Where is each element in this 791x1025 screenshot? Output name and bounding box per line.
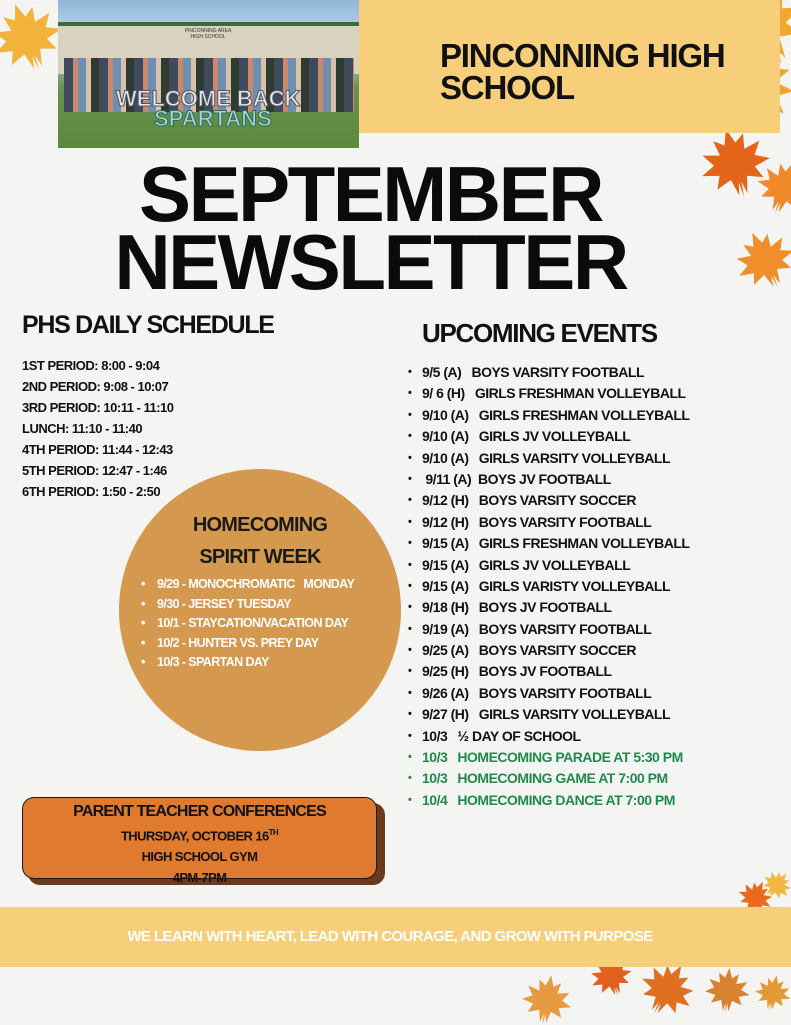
maple-leaf-icon — [0, 2, 62, 72]
spirit-day-item: • 10/3 - SPARTAN DAY — [141, 653, 354, 673]
event-item: • 9/ 6 (H) GIRLS FRESHMAN VOLLEYBALL — [408, 383, 689, 404]
event-item: • 9/18 (H) BOYS JV FOOTBALL — [408, 597, 689, 618]
event-item: • 9/15 (A) GIRLS JV VOLLEYBALL — [408, 555, 689, 576]
schedule-item: 5TH PERIOD: 12:47 - 1:46 — [22, 463, 167, 478]
welcome-back-photo — [58, 0, 359, 148]
event-item: • 9/15 (A) GIRLS VARISTY VOLLEYBALL — [408, 576, 689, 597]
school-name: PINCONNING HIGH SCHOOL — [440, 37, 725, 106]
spirit-day-item: • 9/30 - JERSEY TUESDAY — [141, 595, 354, 615]
event-item: • 9/26 (A) BOYS VARSITY FOOTBALL — [408, 683, 689, 704]
event-item: • 10/3 HOMECOMING PARADE AT 5:30 PM — [408, 747, 689, 768]
maple-leaf-icon — [762, 870, 791, 900]
maple-leaf-icon — [755, 975, 791, 1011]
spartans-sign: SPARTANS — [154, 106, 272, 131]
maple-leaf-icon — [705, 968, 750, 1013]
schedule-item: 4TH PERIOD: 11:44 - 12:43 — [22, 442, 173, 457]
event-item: • 9/19 (A) BOYS VARSITY FOOTBALL — [408, 619, 689, 640]
title-line-2: NEWSLETTER — [114, 218, 627, 306]
events-heading: UPCOMING EVENTS — [422, 318, 657, 348]
event-item: • 9/12 (H) BOYS VARSITY SOCCER — [408, 490, 689, 511]
maple-leaf-icon — [522, 975, 572, 1025]
conferences-location: HIGH SCHOOL GYM — [141, 849, 258, 865]
event-item: • 9/5 (A) BOYS VARSITY FOOTBALL — [408, 362, 689, 383]
event-item: • 9/27 (H) GIRLS VARSITY VOLLEYBALL — [408, 704, 689, 725]
events-list — [408, 362, 689, 811]
event-item: • 9/10 (A) GIRLS FRESHMAN VOLLEYBALL — [408, 405, 689, 426]
event-item: • 9/15 (A) GIRLS FRESHMAN VOLLEYBALL — [408, 533, 689, 554]
spirit-day-item: • 10/1 - STAYCATION/VACATION DAY — [141, 614, 354, 634]
conferences-time: 4PM-7PM — [172, 870, 227, 886]
title-line-1: SEPTEMBER — [139, 150, 602, 238]
spirit-day-item: • 10/2 - HUNTER VS. PREY DAY — [141, 634, 354, 654]
schedule-item: 3RD PERIOD: 10:11 - 11:10 — [22, 400, 174, 415]
newsletter-title — [0, 150, 766, 306]
schedule-item: LUNCH: 11:10 - 11:40 — [22, 421, 143, 436]
schedule-item: 1ST PERIOD: 8:00 - 9:04 — [22, 358, 160, 373]
conferences-date-text: THURSDAY, OCTOBER 16 — [120, 828, 269, 844]
event-item: • 9/11 (A) BOYS JV FOOTBALL — [408, 469, 689, 490]
event-item: • 9/12 (H) BOYS VARSITY FOOTBALL — [408, 512, 689, 533]
building-sign: PINCONNING AREA HIGH SCHOOL — [184, 28, 232, 40]
event-item: • 9/25 (A) BOYS VARSITY SOCCER — [408, 640, 689, 661]
event-item: • 10/3 HOMECOMING GAME AT 7:00 PM — [408, 768, 689, 789]
school-motto: WE LEARN WITH HEART, LEAD WITH COURAGE, AND GROW WITH PURPOSE — [127, 928, 653, 945]
event-item: • 10/4 HOMECOMING DANCE AT 7:00 PM — [408, 790, 689, 811]
homecoming-spirit-week-circle — [119, 469, 401, 751]
parent-teacher-conferences-box — [22, 797, 377, 886]
conferences-date-suffix: TH — [268, 828, 279, 837]
event-item: • 9/25 (H) BOYS JV FOOTBALL — [408, 661, 689, 682]
spirit-week-title-line-1: HOMECOMING — [192, 514, 328, 536]
spirit-week-title — [119, 509, 401, 573]
maple-leaf-icon — [640, 962, 695, 1017]
spirit-day-item: • 9/29 - MONOCHROMATIC MONDAY — [141, 575, 354, 595]
schedule-item: 2ND PERIOD: 9:08 - 10:07 — [22, 379, 169, 394]
welcome-sign: WELCOME BACK — [116, 86, 301, 111]
spirit-week-title-line-2: SPIRIT WEEK — [199, 546, 321, 568]
event-item: • 9/10 (A) GIRLS JV VOLLEYBALL — [408, 426, 689, 447]
schedule-item: 6TH PERIOD: 1:50 - 2:50 — [22, 484, 161, 499]
event-item: • 9/10 (A) GIRLS VARSITY VOLLEYBALL — [408, 448, 689, 469]
schedule-heading: PHS DAILY SCHEDULE — [22, 311, 274, 339]
spirit-week-list — [141, 575, 354, 673]
schedule-list — [22, 355, 174, 502]
event-item: • 10/3 ½ DAY OF SCHOOL — [408, 726, 689, 747]
motto-banner — [0, 907, 791, 967]
conferences-date — [23, 822, 376, 846]
conferences-title: PARENT TEACHER CONFERENCES — [73, 803, 326, 820]
